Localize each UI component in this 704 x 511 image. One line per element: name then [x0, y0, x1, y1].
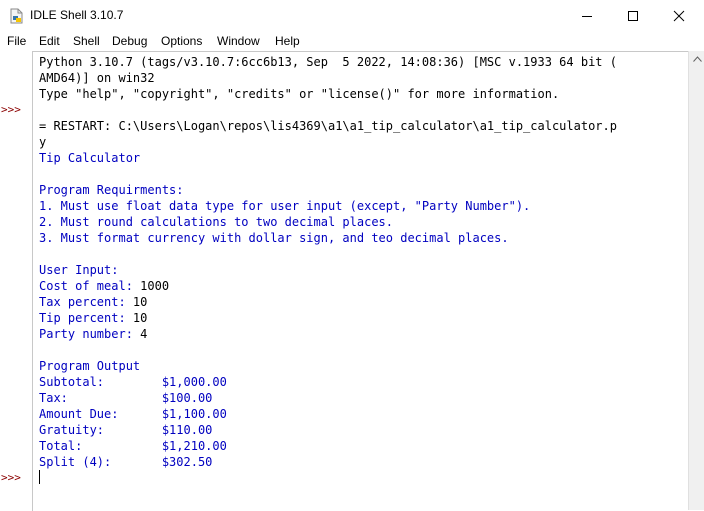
shell-line: = RESTART: C:\Users\Logan\repos\lis4369\a1\a1_tip_calculator\a1_tip_calculator.p	[39, 119, 617, 133]
shell-line: AMD64)] on win32	[39, 71, 155, 85]
shell-line: Type "help", "copyright", "credits" or "license()" for more information.	[39, 87, 560, 101]
close-icon	[673, 10, 685, 22]
menu-edit[interactable]: Edit	[39, 34, 60, 48]
minimize-icon	[581, 10, 593, 22]
title-bar[interactable]	[0, 0, 704, 31]
shell-line: 2. Must round calculations to two decimal places.	[39, 215, 394, 229]
minimize-button[interactable]	[564, 0, 610, 31]
shell-line: Program Requirments:	[39, 183, 184, 197]
vertical-scrollbar[interactable]	[688, 51, 704, 510]
shell-line: Subtotal: $1,000.00	[39, 375, 227, 389]
shell-line: User Input:	[39, 263, 119, 277]
shell-line	[39, 294, 147, 310]
shell-line: 3. Must format currency with dollar sign, and teo decimal places.	[39, 231, 509, 245]
shell-line: Tax: $100.00	[39, 391, 213, 405]
shell-line	[39, 278, 169, 294]
shell-text-area[interactable]	[32, 51, 688, 511]
input-prompt: Tip percent:	[39, 311, 133, 325]
shell-line: 1. Must use float data type for user input (except, "Party Number").	[39, 199, 531, 213]
shell-line	[39, 310, 147, 326]
window-title: IDLE Shell 3.10.7	[30, 8, 124, 22]
menu-bar	[0, 31, 704, 51]
menu-file[interactable]: File	[7, 34, 27, 48]
shell-line: Tip Calculator	[39, 151, 141, 165]
shell-line: y	[39, 135, 47, 149]
input-prompt: Tax percent:	[39, 295, 133, 309]
scroll-up-arrow-icon	[693, 56, 702, 62]
user-input-value: 1000	[140, 279, 170, 293]
shell-line: Program Output	[39, 359, 141, 373]
text-cursor	[39, 470, 40, 484]
idle-python-icon	[9, 8, 25, 24]
shell-line: Total: $1,210.00	[39, 439, 227, 453]
menu-shell[interactable]: Shell	[73, 34, 100, 48]
shell-line: Python 3.10.7 (tags/v3.10.7:6cc6b13, Sep 5 2022, 14:08:36) [MSC v.1933 64 bit (	[39, 55, 617, 69]
shell-line: Gratuity: $110.00	[39, 423, 213, 437]
user-input-value: 4	[140, 327, 148, 341]
menu-debug[interactable]: Debug	[112, 34, 148, 48]
prompt-gutter	[0, 51, 32, 510]
shell-line	[39, 326, 147, 342]
input-prompt: Party number:	[39, 327, 141, 341]
shell-prompt: >>>	[1, 471, 21, 484]
shell-prompt: >>>	[1, 103, 21, 116]
maximize-icon	[627, 10, 639, 22]
shell-line: Amount Due: $1,100.00	[39, 407, 227, 421]
maximize-button[interactable]	[610, 0, 656, 31]
scroll-up-button[interactable]	[689, 51, 704, 67]
shell-line: Split (4): $302.50	[39, 455, 213, 469]
menu-help[interactable]: Help	[275, 34, 300, 48]
input-prompt: Cost of meal:	[39, 279, 141, 293]
menu-window[interactable]: Window	[217, 34, 260, 48]
close-button[interactable]	[656, 0, 702, 31]
user-input-value: 10	[132, 295, 148, 309]
menu-options[interactable]: Options	[161, 34, 203, 48]
user-input-value: 10	[132, 311, 148, 325]
